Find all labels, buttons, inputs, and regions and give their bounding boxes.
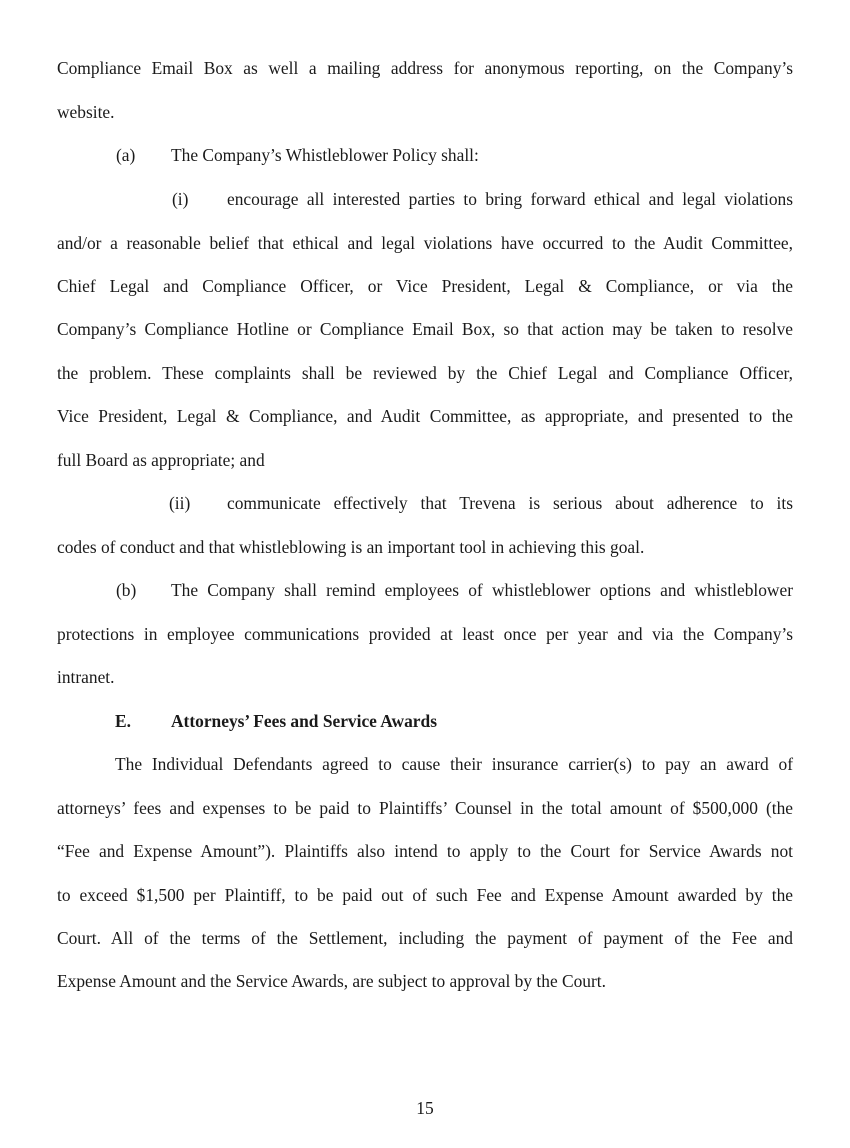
paragraph-line: full Board as appropriate; and [57, 450, 265, 470]
paragraph-line: codes of conduct and that whistleblowing is an important tool in achieving this goal. [57, 537, 645, 557]
paragraph-line: The Company’s Whistleblower Policy shall: [171, 145, 479, 165]
item-label-i: (i) [172, 189, 189, 209]
section-heading: Attorneys’ Fees and Service Awards [171, 711, 437, 731]
paragraph-line: website. [57, 102, 115, 122]
paragraph-line: The Individual Defendants agreed to cause their insurance carrier(s) to pay an award of [115, 754, 793, 774]
page-number: 15 [416, 1098, 434, 1118]
paragraph-line: Court. All of the terms of the Settlement, including the payment of payment of the Fee and [57, 928, 793, 948]
paragraph-line: intranet. [57, 667, 115, 687]
paragraph-line: Chief Legal and Compliance Officer, or Vice President, Legal & Compliance, or via the [57, 276, 793, 296]
paragraph-line: protections in employee communications provided at least once per year and via the Company’s [57, 624, 793, 644]
paragraph-line: Compliance Email Box as well a mailing address for anonymous reporting, on the Company’s [57, 58, 793, 78]
section-label: E. [115, 711, 131, 731]
paragraph-line: Expense Amount and the Service Awards, are subject to approval by the Court. [57, 971, 606, 991]
paragraph-line: encourage all interested parties to bring forward ethical and legal violations [227, 189, 793, 209]
paragraph-line: to exceed $1,500 per Plaintiff, to be paid out of such Fee and Expense Amount awarded by the [57, 885, 793, 905]
paragraph-line: and/or a reasonable belief that ethical and legal violations have occurred to the Audit Committee, [57, 233, 793, 253]
paragraph-line: Vice President, Legal & Compliance, and Audit Committee, as appropriate, and presented to the [57, 406, 793, 426]
paragraph-line: the problem. These complaints shall be reviewed by the Chief Legal and Compliance Officer, [57, 363, 793, 383]
item-label-ii: (ii) [169, 493, 191, 513]
item-label-a: (a) [116, 145, 136, 165]
paragraph-line: “Fee and Expense Amount”). Plaintiffs also intend to apply to the Court for Service Awards not [57, 841, 793, 861]
paragraph-line: The Company shall remind employees of whistleblower options and whistleblower [171, 580, 793, 600]
item-label-b: (b) [116, 580, 137, 600]
paragraph-line: Company’s Compliance Hotline or Compliance Email Box, so that action may be taken to resolve [57, 319, 793, 339]
paragraph-line: attorneys’ fees and expenses to be paid to Plaintiffs’ Counsel in the total amount of $500,000 (the [57, 798, 793, 818]
paragraph-line: communicate effectively that Trevena is serious about adherence to its [227, 493, 793, 513]
